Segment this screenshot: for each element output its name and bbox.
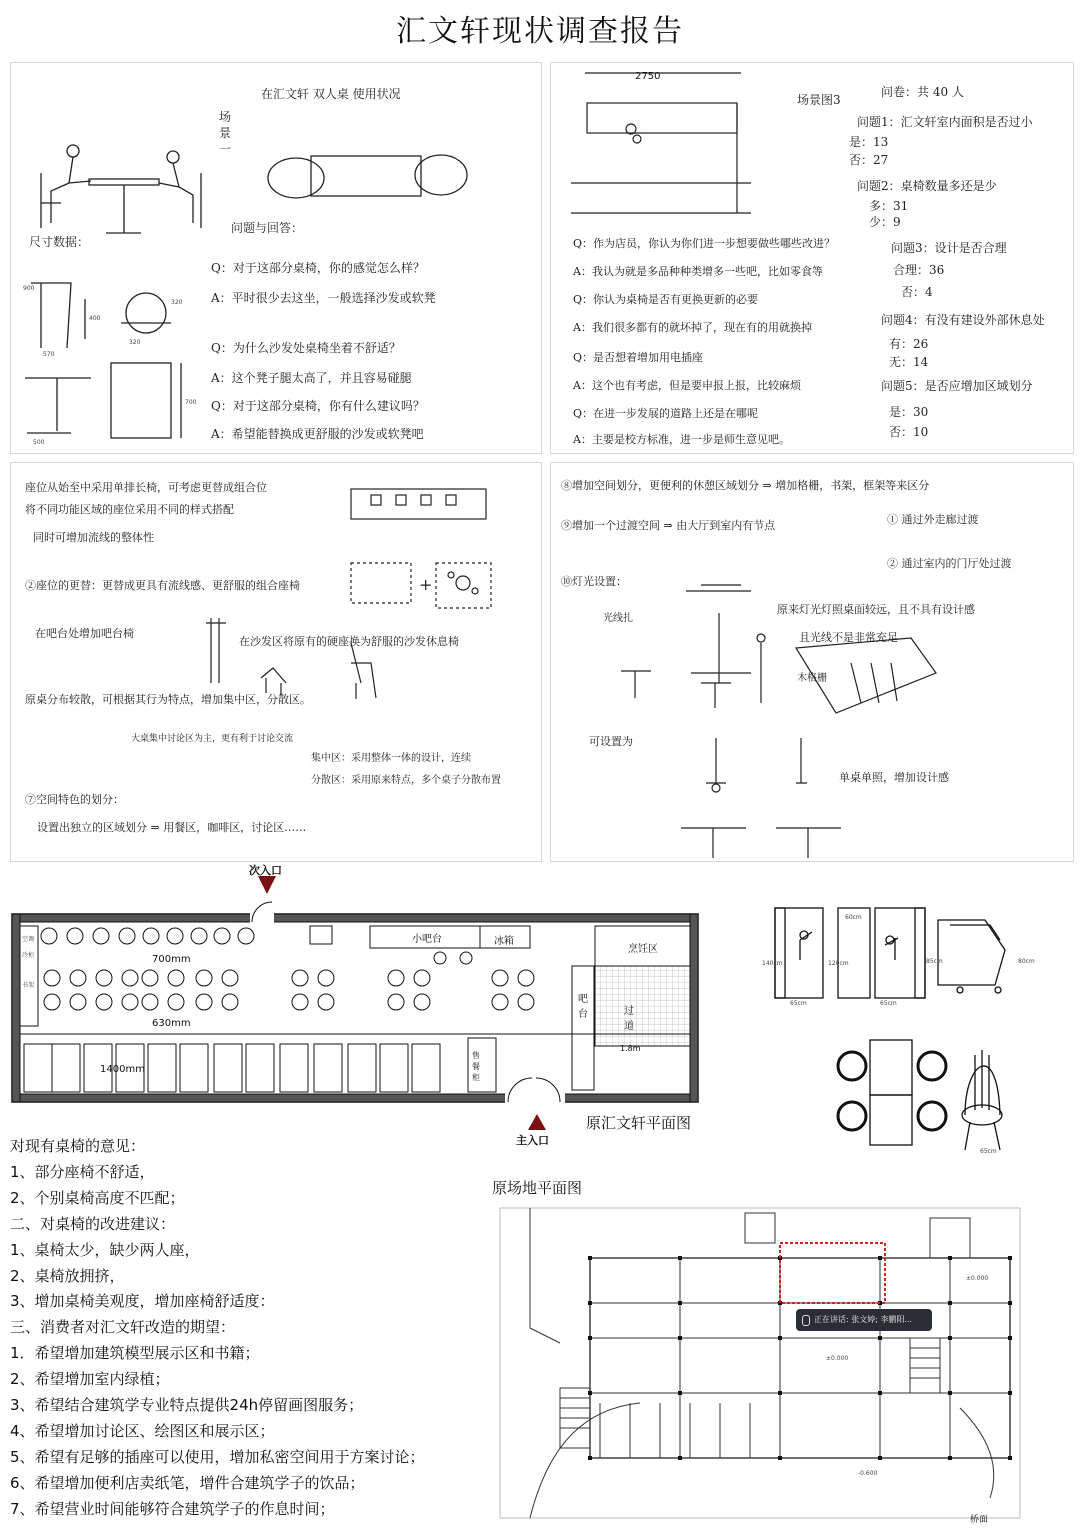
survey-a: 否：27 [849, 153, 889, 167]
sketch4-line: ⑧增加空间划分，更便利的休憩区域划分 ⇒ 增加格栅，书架，框架等来区分 [561, 479, 930, 492]
speaking-toast [796, 1309, 932, 1331]
survey-q4: 问题4：有没有建设外部休息处 [881, 313, 1045, 327]
survey-a: 有：26 [889, 337, 929, 351]
survey-q2: 问题2：桌椅数量多还是少 [857, 179, 997, 193]
sketch3-line: 设置出独立的区域划分 ⇒ 用餐区，咖啡区，讨论区…… [37, 821, 307, 834]
sketch-dim: 320 [171, 299, 183, 306]
sketch3-line: 集中区：采用整体一体的设计，连续 [311, 753, 471, 764]
sketch3-line: ②座位的更替：更替成更具有流线感、更舒服的组合座椅 [25, 579, 300, 592]
list-item: 2、希望增加室内绿植； [10, 1370, 170, 1389]
sketch4-line: 原来灯光灯照桌面较远，且不具有设计感 [777, 603, 975, 616]
sketch2-line: Q：作为店员，你认为你们进一步想要做些哪些改进？ [573, 237, 836, 250]
sketch-dim: 900 [23, 285, 35, 292]
sketch3-line: 在沙发区将原有的硬座换为舒服的沙发休息椅 [239, 635, 459, 648]
sketch1-line: A：希望能替换成更舒服的沙发或软凳吧 [211, 427, 424, 441]
microphone-icon [802, 1315, 810, 1326]
list-item: 2、桌椅放拥挤， [10, 1266, 125, 1285]
list-item: 三、消费者对汇文轩改造的期望： [10, 1318, 236, 1337]
sketch-sheet-3 [10, 462, 542, 862]
survey-title: 问卷：共 40 人 [881, 85, 964, 99]
survey-a: 否：10 [889, 425, 929, 439]
kitchen-label: 烹饪区 [628, 944, 658, 955]
sketch-dim: 700 [185, 399, 197, 406]
sketch4-line: 木格栅 [797, 673, 827, 684]
sketch2-line: A：我认为就是多品种种类增多一些吧，比如零食等 [573, 265, 823, 278]
furniture-dim: 120cm [828, 960, 849, 967]
sketch3-line: 分散区：采用原来特点，多个桌子分散布置 [311, 775, 501, 786]
qa-title: 问题与回答： [231, 221, 304, 235]
list-item: 2、个别桌椅高度不匹配； [10, 1188, 185, 1207]
sketch3-line: 在吧台处增加吧台椅 [35, 627, 134, 640]
sketch1-line: Q：为什么沙发处桌椅坐着不舒适？ [211, 341, 401, 355]
bridge-label: 桥面 [970, 1515, 989, 1525]
floor-plan [0, 862, 720, 1132]
elevation-label: ±0.000 [966, 1275, 989, 1282]
list-item: 二、对桌椅的改进建议： [10, 1214, 176, 1233]
toast-text: 正在讲话: 张文婷; 李鹏阳... [814, 1315, 913, 1324]
list-item: 7、希望营业时间能够符合建筑学子的作息时间； [10, 1499, 335, 1518]
survey-a: 无：14 [889, 355, 929, 369]
cafe-scene-sketch [11, 63, 541, 453]
sketch3-line: 大桌集中讨论区为主，更有利于讨论交流 [131, 734, 294, 744]
counter-width-label: 2750 [635, 71, 661, 82]
furniture-dim: 85cm [926, 958, 943, 965]
list-item: 1、部分座椅不舒适， [10, 1162, 155, 1181]
furniture-dim: 65cm [790, 1000, 807, 1007]
survey-a: 是：30 [889, 405, 929, 419]
sketch2-line: Q：你认为桌椅是否有更换更新的必要 [573, 293, 759, 306]
list-item: 6、希望增加便利店卖纸笔，增件合建筑学子的饮品； [10, 1473, 365, 1492]
sketch4-line: 可设置为 [589, 735, 633, 748]
cashier-label: 售餐柜 [472, 1051, 480, 1082]
dim-630: 630mm [152, 1018, 191, 1029]
sketch4-line: ① 通过外走廊过渡 [887, 513, 979, 526]
site-plan-title: 原场地平面图 [492, 1179, 583, 1197]
elevation-label: -0.600 [858, 1470, 878, 1477]
sketch1-heading: 在汇文轩 双人桌 使用状况 [261, 87, 401, 101]
plan-caption: 原汇文轩平面图 [586, 1114, 692, 1132]
sketch-dim: 570 [43, 351, 55, 358]
corridor-label: 过道 [624, 1006, 634, 1032]
dim-18: 1.8m [620, 1044, 641, 1053]
list-item: 1、桌椅太少，缺少两人座， [10, 1240, 200, 1259]
dimension-label: 尺寸数据： [29, 235, 90, 249]
dim-700: 700mm [152, 954, 191, 965]
list-item: 3、希望结合建筑学专业特点提供24h停留画图服务； [10, 1396, 364, 1415]
sketch-sheet-4 [550, 462, 1074, 862]
survey-q5: 问题5：是否应增加区域划分 [881, 379, 1033, 393]
list-item: 1．希望增加建筑模型展示区和书籍； [10, 1344, 260, 1363]
sketch2-line: A：这个也有考虑，但是要申报上报，比较麻烦 [573, 379, 801, 392]
survey-q3: 问题3：设计是否合理 [891, 241, 1007, 255]
furniture-drawings [760, 880, 1080, 1160]
sketch1-line: Q：对于这部分桌椅，你的感觉怎么样？ [211, 261, 425, 275]
sketch3-line: ⑦空间特色的划分： [25, 793, 124, 806]
furniture-dim: 60cm [845, 914, 862, 921]
sketch-dim: 500 [33, 439, 45, 446]
sketch4-line: 单桌单照，增加设计感 [839, 771, 949, 784]
sketch2-line: Q：是否想着增加用电插座 [573, 351, 704, 364]
sketch1-line: A：这个凳子腿太高了，并且容易碰腿 [211, 371, 412, 385]
sketch4-line: ⑨增加一个过渡空间 ⇒ 由大厅到室内有节点 [561, 519, 776, 532]
list-item: 5、希望有足够的插座可以使用，增加私密空间用于方案讨论； [10, 1447, 425, 1466]
sketch4-line: ⑩灯光设置： [561, 575, 627, 588]
plan-side-label: 书架 [22, 982, 35, 989]
list-item: 对现有桌椅的意见： [10, 1137, 146, 1155]
sketch1-scene-label: 场景一 [219, 110, 232, 156]
sketch1-line: A：平时很少去这坐，一般选择沙发或软凳 [211, 291, 436, 305]
furniture-dim: 65cm [980, 1148, 997, 1155]
dim-1400: 1400mm [100, 1064, 145, 1075]
sketch3-line: 座位从始至中采用单排长椅，可考虑更替成组合位 [25, 481, 267, 494]
sketch3-line: 同时可增加流线的整体性 [33, 531, 154, 544]
fridge-label: 冰箱 [494, 936, 514, 947]
survey-a: 少：9 [869, 215, 901, 229]
site-plan [490, 1198, 1030, 1528]
furniture-dim: 140cm [762, 960, 783, 967]
survey-a: 是：13 [849, 135, 889, 149]
dining-bar-label: 吧台 [578, 994, 588, 1020]
survey-a: 合理：36 [893, 263, 945, 277]
bar-label: 小吧台 [412, 934, 442, 945]
highlight-box [780, 1243, 885, 1303]
sketch4-line: 光线扎 [603, 613, 633, 624]
sketch2-line: A：主要是校方标准，进一步是师生意见吧。 [573, 433, 790, 446]
sketch-dim: 320 [129, 339, 141, 346]
page-title: 汇文轩现状调查报告 [396, 14, 684, 49]
plan-side-label: 冷柜 [22, 952, 35, 959]
sketch-sheet-1 [10, 62, 542, 454]
furniture-dim: 65cm [880, 1000, 897, 1007]
sketch-dim: 400 [89, 315, 101, 322]
sketch4-line: ② 通过室内的门厅处过渡 [887, 557, 1012, 570]
plus-sign: + [419, 575, 433, 594]
sketch2-line: A：我们很多都有的就坏掉了，现在有的用就换掉 [573, 321, 812, 334]
sketch2-line: Q：在进一步发展的道路上还是在哪呢 [573, 407, 759, 420]
furniture-dim: 80cm [1018, 958, 1035, 965]
plan-side-label: 空调 [22, 936, 35, 943]
list-item: 3、增加桌椅美观度，增加座椅舒适度： [10, 1292, 275, 1311]
sketch3-line: 将不同功能区域的座位采用不同的样式搭配 [25, 503, 234, 516]
survey-q1: 问题1：汇文轩室内面积是否过小 [857, 115, 1033, 129]
sketch4-line: 且光线不是非常充足 [799, 631, 898, 644]
opinion-list [10, 1134, 425, 1523]
sketch1-line: Q：对于这部分桌椅，你有什么建议吗？ [211, 399, 425, 413]
survey-a: 否：4 [901, 285, 933, 299]
scene-label: 场景图3 [797, 93, 841, 107]
secondary-entrance-label: 次入口 [249, 864, 282, 877]
survey-a: 多：31 [869, 199, 909, 213]
sketch-sheet-2 [550, 62, 1074, 454]
list-item: 4、希望增加讨论区、绘图区和展示区； [10, 1421, 275, 1440]
sketch3-line: 原桌分布较散，可根据其行为特点，增加集中区，分散区。 [25, 693, 311, 706]
main-entrance-label: 主入口 [516, 1134, 549, 1147]
elevation-label: ±0.000 [826, 1355, 849, 1362]
